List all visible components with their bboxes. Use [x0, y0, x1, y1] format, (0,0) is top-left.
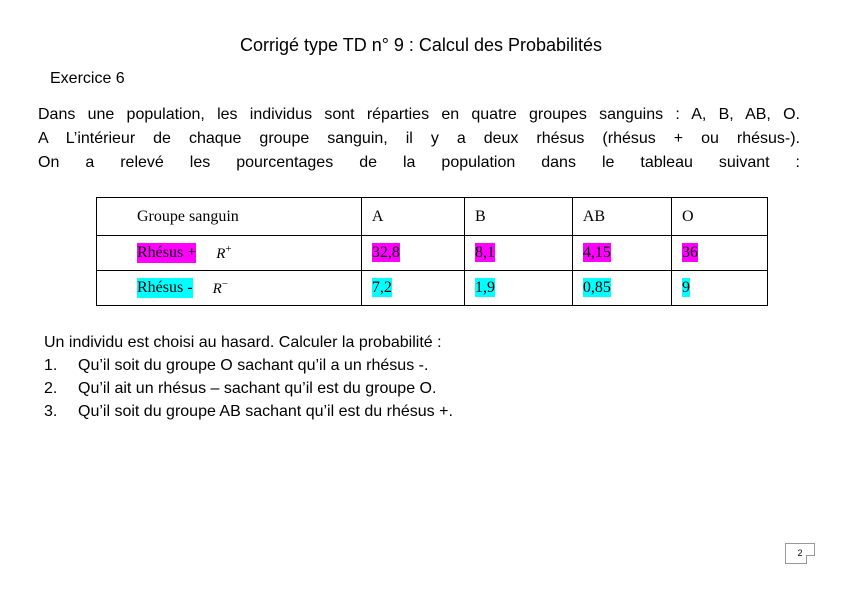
table-cell: 7,2: [371, 279, 392, 296]
question-list: [44, 354, 453, 423]
table-cell: 1,9: [474, 279, 495, 296]
intro-paragraph: [38, 103, 800, 175]
table-cell: 0,85: [582, 279, 611, 296]
intro-line-3: On a relevé les pourcentages de la population dans le tableau suivant :: [38, 154, 800, 171]
table-header-cell: AB: [582, 207, 606, 225]
blood-group-table: [96, 197, 768, 306]
rhesus-symbol: R−: [212, 278, 228, 297]
table-row: [97, 271, 768, 306]
exercise-label: Exercice 6: [50, 70, 125, 87]
table-cell: 4,15: [582, 244, 611, 261]
page-title: Corrigé type TD n° 9 : Calcul des Probabilités: [239, 35, 603, 55]
question-block: [44, 331, 453, 423]
list-item: 1. Qu’il soit du groupe O sachant qu’il a un rhésus -.: [44, 357, 429, 374]
page-curl-icon: [806, 555, 815, 564]
table-cell: 32,8: [371, 244, 400, 261]
row-label: Rhésus -: [137, 279, 193, 296]
table-header-cell: Groupe sanguin: [137, 207, 239, 225]
table-cell: 36: [681, 244, 698, 261]
table-cell: 8,1: [474, 244, 495, 261]
list-item: 3. Qu’il soit du groupe AB sachant qu’il est du rhésus +.: [44, 403, 453, 420]
question-prompt: Un individu est choisi au hasard. Calculer la probabilité :: [44, 334, 442, 351]
list-item: 2. Qu’il ait un rhésus – sachant qu’il est du groupe O.: [44, 380, 437, 397]
table-header-cell: O: [681, 207, 694, 225]
table-header-row: [97, 198, 768, 236]
intro-line-1: Dans une population, les individus sont réparties en quatre groupes sanguins : A, B, AB, O.: [38, 106, 800, 123]
intro-line-2: A L’intérieur de chaque groupe sanguin, il y a deux rhésus (rhésus + ou rhésus-).: [38, 130, 800, 147]
table-header-cell: B: [474, 207, 486, 225]
table-row: [97, 236, 768, 271]
rhesus-symbol: R+: [216, 243, 232, 262]
table-cell: 9: [681, 279, 690, 296]
table-header-cell: A: [371, 207, 384, 225]
page-number: 2: [785, 543, 815, 564]
row-label: Rhésus +: [137, 244, 197, 261]
